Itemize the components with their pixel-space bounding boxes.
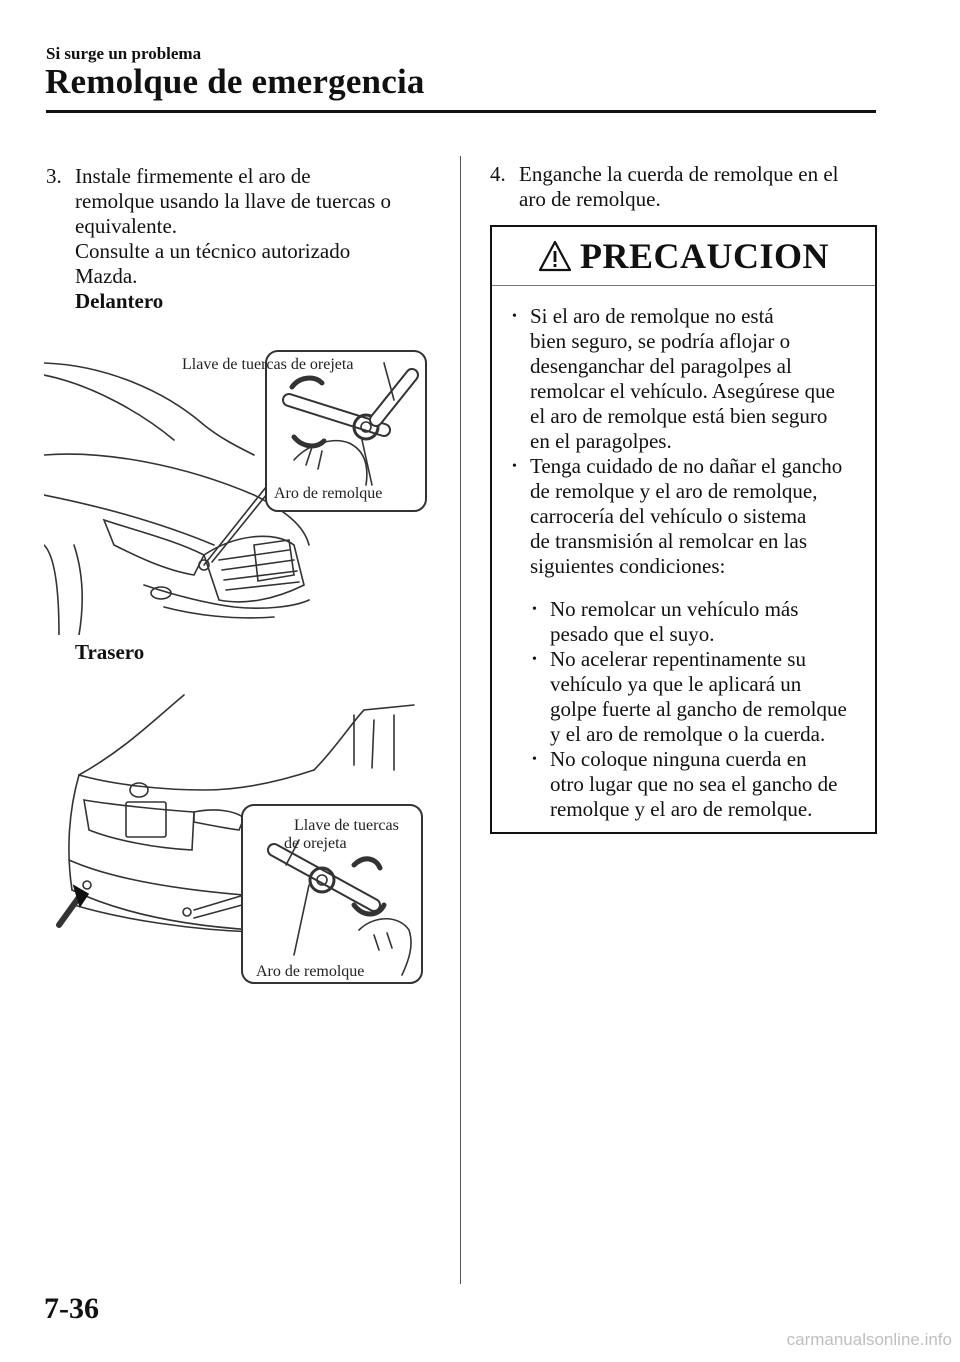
caution-bullet: • Tenga cuidado de no dañar el gancho de remolque y el aro de remolque, carrocería del vehículo o sistema de transmisión al remolcar en las siguientes condiciones: — [512, 454, 843, 578]
caution-sub-list — [510, 597, 865, 822]
step-number: 4. — [490, 162, 506, 186]
step-text-line: remolque usando la llave de tuercas o — [75, 189, 392, 213]
step-text-line: Consulte a un técnico autorizado — [75, 239, 351, 263]
column-divider — [460, 156, 461, 1284]
step-text-line: equivalente. — [75, 214, 178, 238]
caution-bullet: • Si el aro de remolque no está bien seguro, se podría aflojar o desenganchar del paragolpes al remolcar el vehículo. Asegúrese que el aro de remolque está bien seguro en el paragolpes. — [512, 304, 835, 453]
caution-sub-bullet: • No remolcar un vehículo más pesado que el suyo. — [532, 597, 799, 646]
label-tow-ring: Aro de remolque — [256, 963, 365, 980]
right-column — [490, 162, 880, 212]
caution-header — [492, 227, 875, 286]
step-number: 3. — [46, 164, 62, 188]
label-wrench: Llave de tuercas de orejeta — [182, 356, 354, 373]
step-text-line: aro de remolque. — [519, 187, 661, 211]
label-wrench-line-2: de orejeta — [284, 835, 347, 852]
label-wrench-line-1: Llave de tuercas — [294, 817, 399, 834]
step-3 — [46, 164, 446, 314]
caution-box — [490, 225, 877, 834]
section-heading: Si surge un problema — [46, 44, 202, 63]
label-tow-ring: Aro de remolque — [274, 485, 383, 502]
front-tow-ring-illustration — [44, 345, 429, 635]
front-label: Delantero — [75, 289, 164, 313]
title-rule — [46, 110, 876, 113]
step-text-line: Enganche la cuerda de remolque en el — [519, 162, 839, 186]
caution-body — [492, 286, 875, 822]
left-column — [46, 164, 446, 314]
page-number: 7-36 — [44, 1292, 99, 1325]
page-title: Remolque de emergencia — [45, 62, 425, 101]
warning-triangle-icon — [538, 240, 572, 272]
step-4 — [490, 162, 880, 212]
caution-sub-bullet: • No acelerar repentinamente su vehículo ya que le aplicará un golpe fuerte al gancho de remolque y el aro de remolque o la cuerda. — [532, 647, 847, 746]
watermark: carmanualsonline.info — [786, 1330, 952, 1349]
step-text-line: Instale firmemente el aro de — [75, 164, 311, 188]
step-text-line: Mazda. — [75, 264, 138, 288]
caution-heading: PRECAUCION — [579, 236, 829, 276]
rear-label: Trasero — [75, 640, 145, 664]
caution-sub-bullet: • No coloque ninguna cuerda en otro lugar que no sea el gancho de remolque y el aro de remolque. — [532, 747, 838, 821]
rear-tow-ring-illustration — [54, 690, 429, 990]
